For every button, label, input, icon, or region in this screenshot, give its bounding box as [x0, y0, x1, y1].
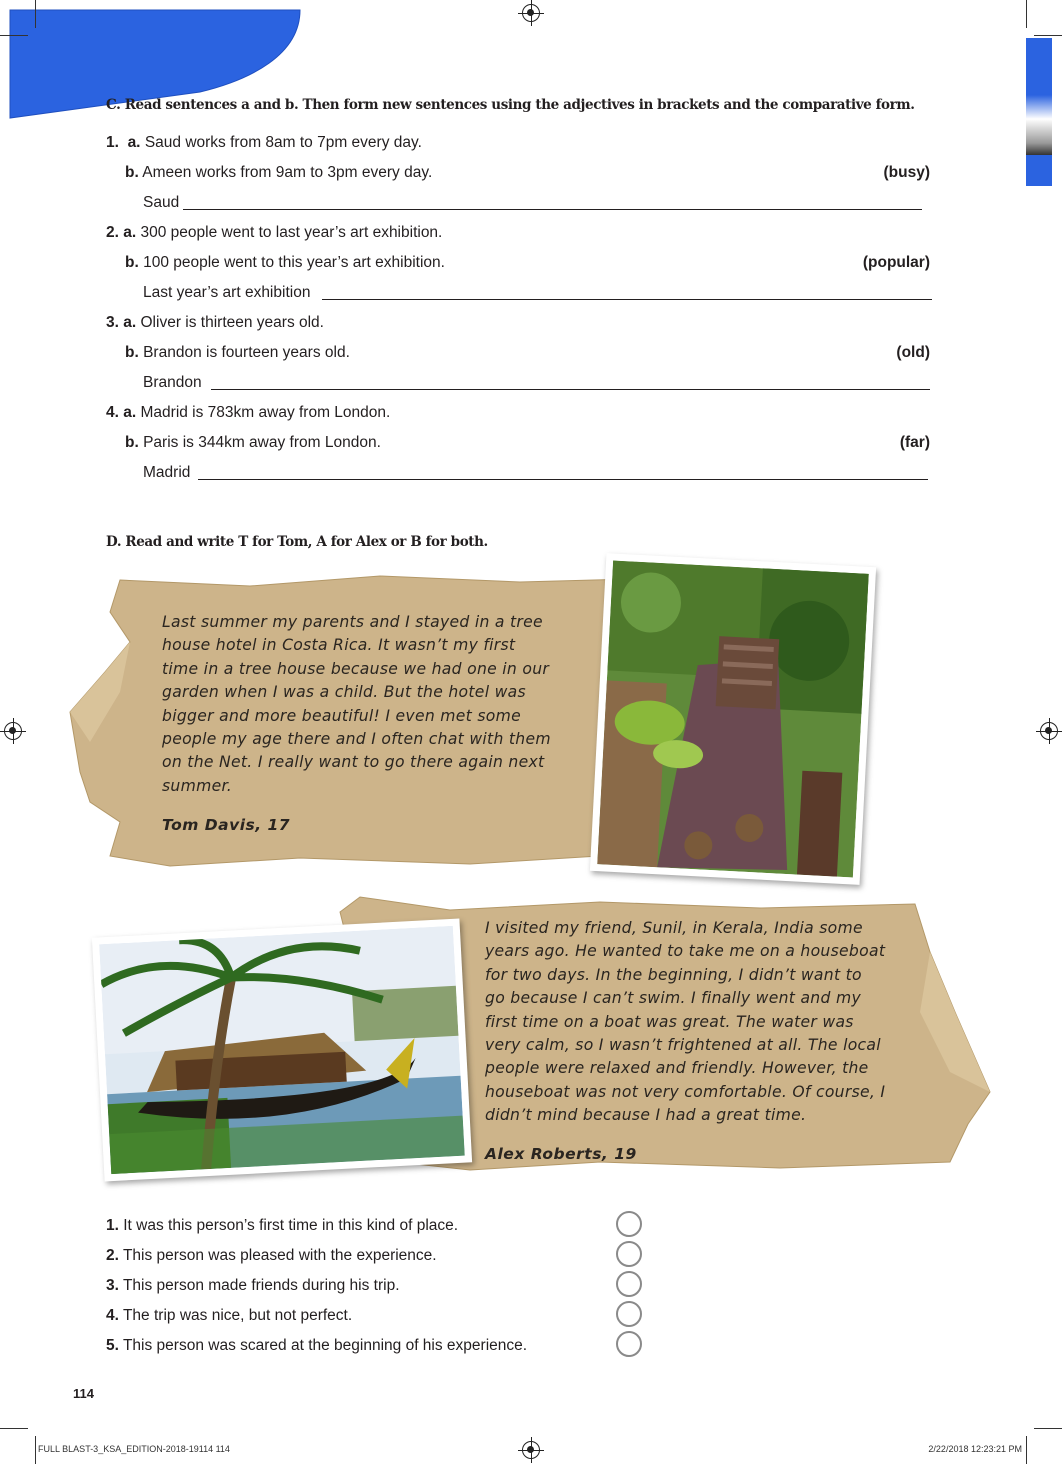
tom-text: Last summer my parents and I stayed in a tree house hotel in Costa Rica. It wasn’t my first time in a tree house because we had one in our garden when I was a child. But the hotel was bigger and more beautiful! I even met some people my age there and I often chat with them on the Net. I really want to go there again next summer.	[162, 613, 551, 795]
alex-text: I visited my friend, Sunil, in Kerala, India some years ago. He wanted to take me on a houseboat for two days. In the beginning, I didn’t want to go because I can’t swim. I finally went and my first time on a boat was great. The water was very calm, so I wasn’t frightened at all. The local people were relaxed and friendly. However, the houseboat was not very comfortable. Of course, I didn’t mind because I had a great time.	[485, 919, 886, 1125]
answer-circle-4[interactable]	[616, 1301, 642, 1327]
registration-mark-icon	[1040, 722, 1058, 740]
item-2-a: 2. a. 300 people went to last year’s art exhibition.	[106, 224, 443, 241]
houseboat-photo	[92, 919, 472, 1182]
footer-right: 2/22/2018 12:23:21 PM	[928, 1444, 1022, 1454]
item-1-a: 1. a. Saud works from 8am to 7pm every day.	[106, 134, 422, 151]
answer-circle-2[interactable]	[616, 1241, 642, 1267]
answer-line-4[interactable]	[198, 479, 928, 480]
crop-mark	[1026, 0, 1027, 28]
item-4-a: 4. a. Madrid is 783km away from London.	[106, 404, 391, 421]
item-2-prompt: Last year’s art exhibition	[143, 284, 311, 301]
crop-mark	[0, 1428, 28, 1429]
answer-circle-3[interactable]	[616, 1271, 642, 1297]
page-number: 114	[73, 1386, 94, 1401]
statement-2: 2. This person was pleased with the experience.	[106, 1247, 437, 1264]
item-3-a: 3. a. Oliver is thirteen years old.	[106, 314, 324, 331]
section-c-heading: C. Read sentences a and b. Then form new sentences using the adjectives in brackets and the comparative form.	[106, 97, 915, 113]
answer-line-2[interactable]	[322, 299, 932, 300]
crop-mark	[1026, 1436, 1027, 1464]
crop-mark	[35, 1436, 36, 1464]
statement-5: 5. This person was scared at the beginning of his experience.	[106, 1337, 528, 1354]
right-edge-gradient	[1026, 95, 1052, 155]
crop-mark	[35, 0, 36, 28]
registration-mark-icon	[4, 722, 22, 740]
answer-circle-1[interactable]	[616, 1211, 642, 1237]
item-4-b: b. Paris is 344km away from London.	[125, 434, 381, 451]
item-3-prompt: Brandon	[143, 374, 202, 391]
answer-line-1[interactable]	[183, 209, 922, 210]
item-4-prompt: Madrid	[143, 464, 191, 481]
item-1-prompt: Saud	[143, 194, 180, 211]
tom-signature: Tom Davis, 17	[162, 816, 291, 834]
item-1-hint: (busy)	[883, 164, 930, 181]
statement-1: 1. It was this person’s first time in this kind of place.	[106, 1217, 459, 1234]
section-d-heading: D. Read and write T for Tom, A for Alex or B for both.	[106, 534, 488, 550]
alex-signature: Alex Roberts, 19	[485, 1145, 637, 1163]
item-3-hint: (old)	[896, 344, 930, 361]
registration-mark-icon	[522, 4, 540, 22]
crop-mark	[1034, 35, 1062, 36]
answer-circle-5[interactable]	[616, 1331, 642, 1357]
item-2-hint: (popular)	[862, 254, 930, 271]
tree-house-photo	[590, 553, 876, 885]
item-1-b: b. Ameen works from 9am to 3pm every day.	[125, 164, 433, 181]
answer-line-3[interactable]	[211, 389, 930, 390]
crop-mark	[1034, 1428, 1062, 1429]
item-3-b: b. Brandon is fourteen years old.	[125, 344, 350, 361]
statement-3: 3. This person made friends during his trip.	[106, 1277, 400, 1294]
item-2-b: b. 100 people went to this year’s art exhibition.	[125, 254, 445, 271]
footer-left: FULL BLAST-3_KSA_EDITION-2018-19114 114	[38, 1444, 230, 1454]
crop-mark	[0, 35, 28, 36]
item-4-hint: (far)	[899, 434, 930, 451]
statement-4: 4. The trip was nice, but not perfect.	[106, 1307, 353, 1324]
registration-mark-icon	[522, 1441, 540, 1459]
